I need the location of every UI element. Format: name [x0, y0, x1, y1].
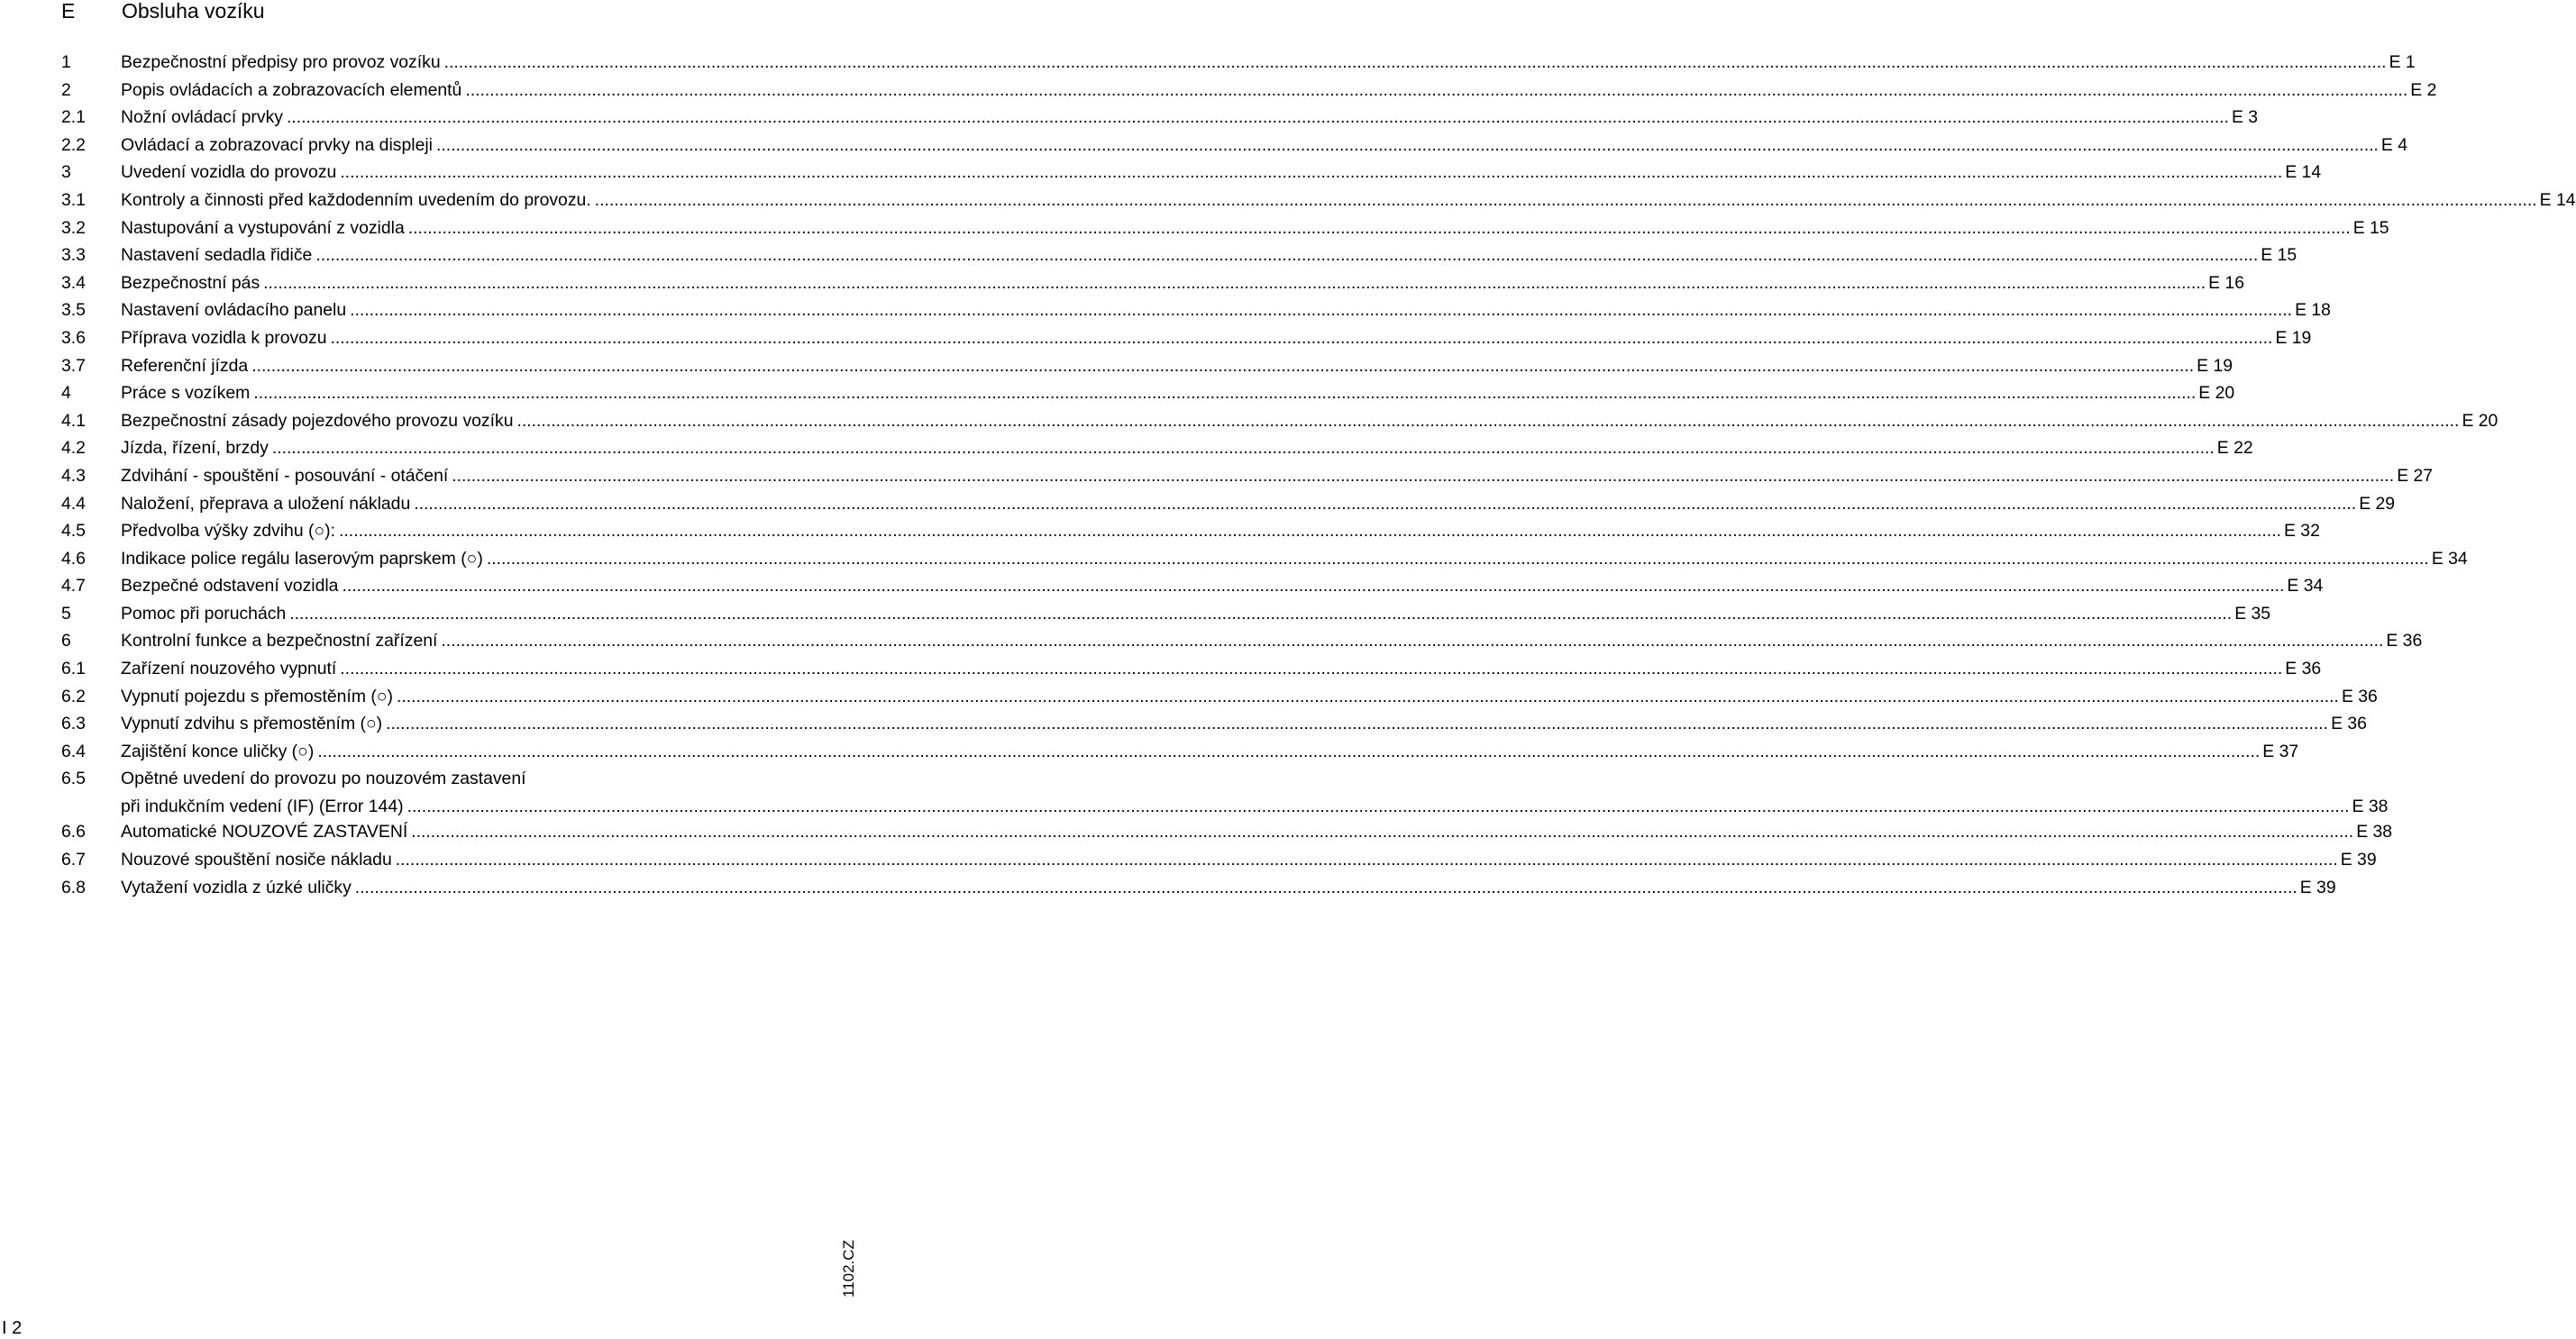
- toc-entry[interactable]: [61, 572, 2324, 600]
- toc-number: 3: [61, 162, 71, 183]
- toc-title: Popis ovládacích a zobrazovacích elementů: [121, 79, 462, 100]
- page-number: I 2: [2, 1318, 23, 1338]
- toc-page: E 39: [2340, 850, 2377, 870]
- dot-leader: ................................................................................................................................................................................................................................................................................................................................................................................................................: [406, 797, 2350, 817]
- toc-entry[interactable]: [61, 434, 2253, 462]
- section-title: Obsluha vozíku: [122, 0, 265, 23]
- toc-entry[interactable]: [61, 407, 2498, 435]
- toc-number: 4.2: [61, 438, 86, 459]
- toc-page: E 22: [2216, 438, 2253, 459]
- toc-number: 4.3: [61, 465, 86, 486]
- toc-page: E 36: [2341, 686, 2378, 706]
- toc-title: Bezpečnostní zásady pojezdového provozu vozíku: [121, 410, 514, 431]
- toc-entry[interactable]: [61, 517, 2320, 545]
- toc-page: E 14: [2539, 189, 2576, 210]
- toc-number: 4.7: [61, 576, 86, 597]
- toc-page: E 34: [2287, 576, 2324, 597]
- toc-entry[interactable]: [61, 683, 2378, 711]
- toc-entry[interactable]: [61, 545, 2468, 573]
- dot-leader: ................................................................................................................................................................................................................................................................................................................................................................................................................: [317, 741, 2261, 761]
- toc-number: 6.7: [61, 850, 86, 870]
- toc-entry[interactable]: [61, 296, 2331, 324]
- toc-number: 5: [61, 603, 71, 624]
- dot-leader: ................................................................................................................................................................................................................................................................................................................................................................................................................: [443, 52, 2387, 72]
- toc-page: E 29: [2359, 493, 2396, 514]
- toc-page: E 36: [2331, 714, 2367, 734]
- dot-leader: ................................................................................................................................................................................................................................................................................................................................................................................................................: [396, 686, 2339, 706]
- toc-title: Vytažení vozidla z úzké uličky: [121, 877, 352, 897]
- toc-number: 3.1: [61, 189, 86, 210]
- dot-leader: ................................................................................................................................................................................................................................................................................................................................................................................................................: [386, 714, 2329, 734]
- section-letter: E: [61, 0, 76, 23]
- toc-entry[interactable]: [61, 49, 2416, 77]
- dot-leader: ................................................................................................................................................................................................................................................................................................................................................................................................................: [414, 493, 2357, 514]
- toc-title: Nastavení ovládacího panelu: [121, 300, 347, 321]
- toc-entry[interactable]: [61, 77, 2437, 105]
- toc-page: E 38: [2356, 822, 2393, 843]
- toc-number: 3.3: [61, 245, 86, 266]
- toc-entry[interactable]: [61, 104, 2259, 132]
- toc-page: E 37: [2262, 741, 2299, 761]
- toc-number: 4.4: [61, 493, 86, 514]
- toc-title: Jízda, řízení, brzdy: [121, 438, 269, 459]
- toc-title: Kontroly a činnosti před každodenním uvedením do provozu.: [121, 189, 591, 210]
- toc-entry[interactable]: [61, 627, 2423, 655]
- toc-entry[interactable]: [61, 214, 2389, 242]
- dot-leader: ................................................................................................................................................................................................................................................................................................................................................................................................................: [251, 355, 2195, 376]
- toc-entry[interactable]: [61, 324, 2312, 352]
- dot-leader: ................................................................................................................................................................................................................................................................................................................................................................................................................: [452, 465, 2395, 486]
- toc-title: Referenční jízda: [121, 355, 249, 376]
- toc-number: 3.7: [61, 355, 86, 376]
- toc-title: Vypnutí pojezdu s přemostěním (○): [121, 686, 393, 706]
- toc-title: Automatické NOUZOVÉ ZASTAVENÍ: [121, 822, 408, 843]
- toc-number: 6.1: [61, 659, 86, 679]
- toc-page: E 19: [2197, 355, 2233, 376]
- dot-leader: ................................................................................................................................................................................................................................................................................................................................................................................................................: [339, 521, 2281, 542]
- dot-leader: ................................................................................................................................................................................................................................................................................................................................................................................................................: [350, 300, 2293, 321]
- toc-entry[interactable]: [61, 269, 2244, 297]
- toc-title: Nastavení sedadla řidiče: [121, 245, 313, 266]
- toc-number: 6.6: [61, 822, 86, 843]
- toc-entry[interactable]: [61, 187, 2576, 214]
- dot-leader: ................................................................................................................................................................................................................................................................................................................................................................................................................: [286, 107, 2229, 128]
- toc-entry[interactable]: [61, 655, 2322, 683]
- toc-page: E 35: [2234, 603, 2271, 624]
- toc-title-line: Opětné uvedení do provozu po nouzovém zastavení: [121, 769, 526, 789]
- toc-entry[interactable]: [61, 462, 2434, 490]
- toc-number: 3.2: [61, 217, 86, 238]
- toc-entry[interactable]: [61, 765, 2389, 818]
- toc-page: E 34: [2431, 548, 2468, 569]
- table-of-contents: [61, 49, 2576, 901]
- toc-number: 6.2: [61, 686, 86, 706]
- toc-number: 6.4: [61, 741, 86, 761]
- dot-leader: ................................................................................................................................................................................................................................................................................................................................................................................................................: [411, 822, 2354, 843]
- toc-number: 2.1: [61, 107, 86, 128]
- dot-leader: ................................................................................................................................................................................................................................................................................................................................................................................................................: [594, 189, 2537, 210]
- dot-leader: ................................................................................................................................................................................................................................................................................................................................................................................................................: [407, 217, 2351, 238]
- toc-entry[interactable]: [61, 352, 2233, 380]
- dot-leader: ................................................................................................................................................................................................................................................................................................................................................................................................................: [354, 877, 2297, 897]
- toc-page: E 15: [2261, 245, 2297, 266]
- dot-leader: ................................................................................................................................................................................................................................................................................................................................................................................................................: [253, 383, 2197, 404]
- toc-page: E 20: [2198, 383, 2235, 404]
- toc-number: 6.5: [61, 769, 86, 789]
- toc-title: Indikace police regálu laserovým paprskem (○): [121, 548, 483, 569]
- toc-page: E 38: [2352, 797, 2389, 817]
- dot-leader: ................................................................................................................................................................................................................................................................................................................................................................................................................: [465, 79, 2408, 100]
- dot-leader: ................................................................................................................................................................................................................................................................................................................................................................................................................: [263, 272, 2206, 293]
- toc-number: 6.8: [61, 877, 86, 897]
- toc-page: E 14: [2285, 162, 2322, 183]
- dot-leader: ................................................................................................................................................................................................................................................................................................................................................................................................................: [516, 410, 2460, 431]
- toc-title: Nastupování a vystupování z vozidla: [121, 217, 405, 238]
- dot-leader: ................................................................................................................................................................................................................................................................................................................................................................................................................: [441, 631, 2384, 651]
- toc-number: 1: [61, 52, 71, 72]
- toc-page: E 39: [2299, 877, 2336, 897]
- toc-title: Příprava vozidla k provozu: [121, 327, 327, 348]
- toc-entry[interactable]: [61, 710, 2367, 738]
- toc-page: E 27: [2397, 465, 2434, 486]
- toc-entry[interactable]: [61, 600, 2271, 628]
- toc-entry[interactable]: [61, 490, 2396, 518]
- dot-leader: ................................................................................................................................................................................................................................................................................................................................................................................................................: [340, 162, 2283, 183]
- toc-page: E 16: [2208, 272, 2244, 293]
- toc-entry[interactable]: [61, 241, 2297, 269]
- toc-number: 6.3: [61, 714, 86, 734]
- toc-number: 3.4: [61, 272, 86, 293]
- toc-title: Zajištění konce uličky (○): [121, 741, 315, 761]
- dot-leader: ................................................................................................................................................................................................................................................................................................................................................................................................................: [315, 245, 2259, 266]
- toc-page: E 3: [2231, 107, 2259, 128]
- toc-page: E 32: [2283, 521, 2320, 542]
- toc-page: E 1: [2389, 52, 2416, 72]
- dot-leader: ................................................................................................................................................................................................................................................................................................................................................................................................................: [342, 576, 2285, 597]
- toc-number: 4.5: [61, 521, 86, 542]
- toc-page: E 36: [2386, 631, 2423, 651]
- toc-title: Zařízení nouzového vypnutí: [121, 659, 337, 679]
- toc-entry[interactable]: [61, 874, 2336, 902]
- toc-title: Předvolba výšky zdvihu (○):: [121, 521, 336, 542]
- toc-entry[interactable]: [61, 846, 2377, 874]
- document-id: 1102.CZ: [840, 1240, 857, 1298]
- toc-page: E 18: [2295, 300, 2331, 321]
- toc-number: 2.2: [61, 134, 86, 155]
- toc-number: 4.1: [61, 410, 86, 431]
- toc-number: 6: [61, 631, 71, 651]
- toc-entry[interactable]: [61, 379, 2235, 407]
- toc-page: E 19: [2275, 327, 2312, 348]
- toc-number: 3.5: [61, 300, 86, 321]
- dot-leader: ................................................................................................................................................................................................................................................................................................................................................................................................................: [435, 134, 2379, 155]
- toc-number: 2: [61, 79, 71, 100]
- toc-page: E 36: [2285, 659, 2322, 679]
- toc-number: 4: [61, 383, 71, 404]
- toc-entry[interactable]: [61, 818, 2393, 846]
- dot-leader: ................................................................................................................................................................................................................................................................................................................................................................................................................: [486, 548, 2429, 569]
- toc-page: E 20: [2462, 410, 2498, 431]
- toc-page: E 2: [2410, 79, 2437, 100]
- toc-title: Bezpečnostní pás: [121, 272, 260, 293]
- toc-title: Pomoc při poruchách: [121, 603, 287, 624]
- toc-entry[interactable]: [61, 159, 2322, 187]
- toc-title: Kontrolní funkce a bezpečnostní zařízení: [121, 631, 438, 651]
- toc-title: Nouzové spouštění nosiče nákladu: [121, 850, 392, 870]
- toc-entry[interactable]: [61, 738, 2299, 766]
- toc-title: Bezpečnostní předpisy pro provoz vozíku: [121, 52, 441, 72]
- dot-leader: ................................................................................................................................................................................................................................................................................................................................................................................................................: [330, 327, 2273, 348]
- toc-title: při indukčním vedení (IF) (Error 144): [121, 797, 404, 817]
- toc-title: Zdvihání - spouštění - posouvání - otáčení: [121, 465, 449, 486]
- toc-title: Uvedení vozidla do provozu: [121, 162, 337, 183]
- dot-leader: ................................................................................................................................................................................................................................................................................................................................................................................................................: [395, 850, 2338, 870]
- dot-leader: ................................................................................................................................................................................................................................................................................................................................................................................................................: [289, 603, 2233, 624]
- dot-leader: ................................................................................................................................................................................................................................................................................................................................................................................................................: [340, 659, 2283, 679]
- toc-page: E 15: [2352, 217, 2389, 238]
- toc-title: Bezpečné odstavení vozidla: [121, 576, 339, 597]
- toc-number: 4.6: [61, 548, 86, 569]
- toc-title: Vypnutí zdvihu s přemostěním (○): [121, 714, 383, 734]
- toc-title: Naložení, přeprava a uložení nákladu: [121, 493, 411, 514]
- toc-title: Nožní ovládací prvky: [121, 107, 283, 128]
- toc-entry[interactable]: [61, 132, 2408, 159]
- dot-leader: ................................................................................................................................................................................................................................................................................................................................................................................................................: [271, 438, 2215, 459]
- toc-number: 3.6: [61, 327, 86, 348]
- toc-title: Ovládací a zobrazovací prvky na displeji: [121, 134, 433, 155]
- toc-page: E 4: [2380, 134, 2408, 155]
- toc-title: Práce s vozíkem: [121, 383, 251, 404]
